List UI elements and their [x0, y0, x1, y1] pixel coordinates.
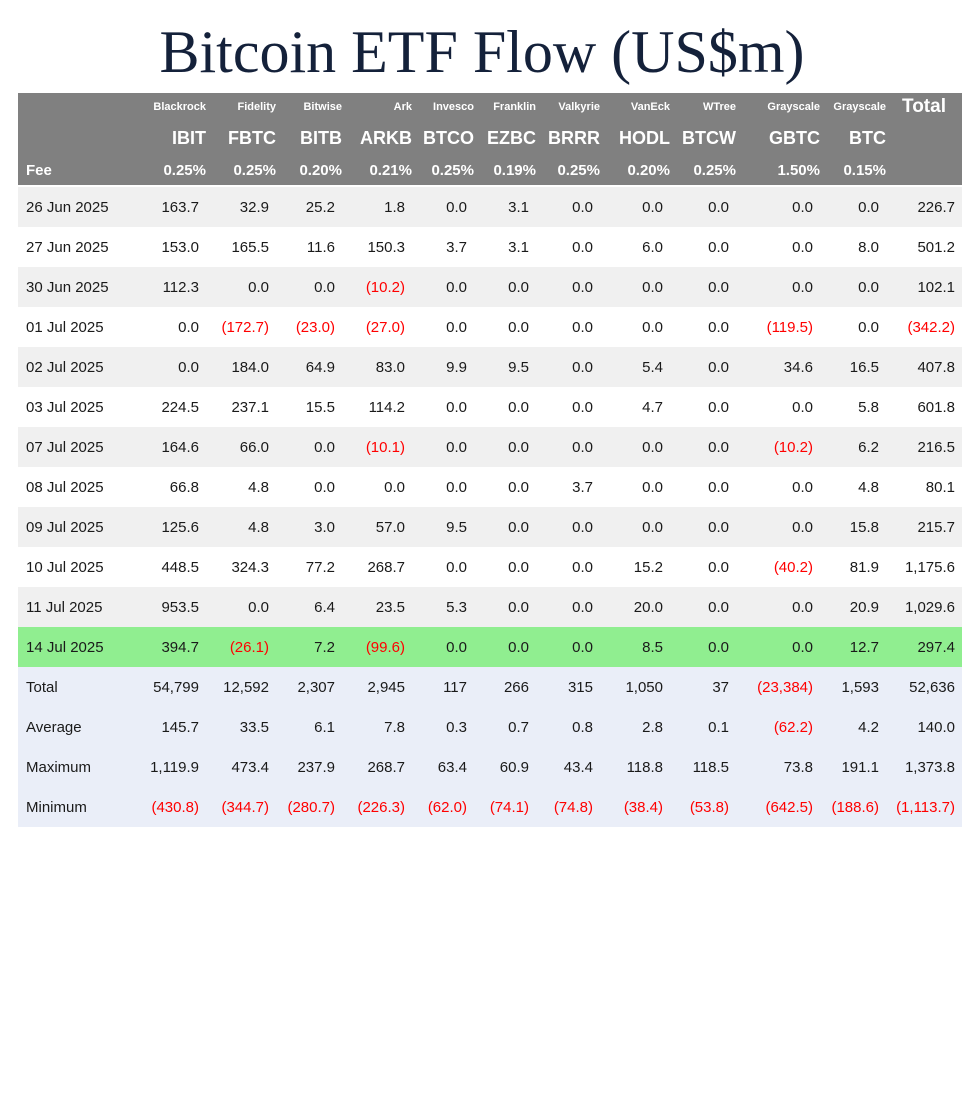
cell-btcw: 0.0	[670, 186, 736, 227]
header-ticker-bitb: BITB	[276, 121, 342, 155]
cell-gbtc: (119.5)	[736, 307, 820, 347]
fee-fbtc: 0.25%	[206, 155, 276, 186]
cell-brrr: 0.0	[536, 507, 600, 547]
summary-cell-btcw: 37	[670, 667, 736, 707]
cell-brrr: 0.0	[536, 427, 600, 467]
cell-gbtc: 0.0	[736, 227, 820, 267]
cell-total: 297.4	[886, 627, 962, 667]
cell-btcw: 0.0	[670, 507, 736, 547]
summary-cell-fbtc: (344.7)	[206, 787, 276, 827]
table-row	[18, 467, 962, 507]
cell-brrr: 0.0	[536, 267, 600, 307]
cell-bitb: 11.6	[276, 227, 342, 267]
cell-brrr: 0.0	[536, 547, 600, 587]
table-row	[18, 347, 962, 387]
cell-bitb: 3.0	[276, 507, 342, 547]
summary-cell-brrr: 0.8	[536, 707, 600, 747]
header-provider-fbtc: Fidelity	[206, 93, 276, 121]
cell-bitb: (23.0)	[276, 307, 342, 347]
cell-arkb: (99.6)	[342, 627, 412, 667]
cell-btco: 0.0	[412, 267, 474, 307]
summary-cell-btco: 0.3	[412, 707, 474, 747]
summary-cell-ibit: 54,799	[136, 667, 206, 707]
cell-total: 1,029.6	[886, 587, 962, 627]
cell-fbtc: 4.8	[206, 467, 276, 507]
cell-btco: 9.5	[412, 507, 474, 547]
header-ticker-btc: BTC	[820, 121, 886, 155]
cell-btco: 0.0	[412, 467, 474, 507]
cell-hodl: 8.5	[600, 627, 670, 667]
summary-cell-btc: 191.1	[820, 747, 886, 787]
cell-hodl: 0.0	[600, 507, 670, 547]
cell-btc: 15.8	[820, 507, 886, 547]
cell-ezbc: 0.0	[474, 307, 536, 347]
cell-hodl: 6.0	[600, 227, 670, 267]
cell-brrr: 0.0	[536, 587, 600, 627]
cell-gbtc: 0.0	[736, 587, 820, 627]
header-provider-total: Total	[886, 93, 962, 121]
header-ticker-btcw: BTCW	[670, 121, 736, 155]
table-row	[18, 547, 962, 587]
cell-brrr: 0.0	[536, 627, 600, 667]
summary-cell-ezbc: 60.9	[474, 747, 536, 787]
row-date: 26 Jun 2025	[18, 186, 136, 227]
summary-cell-bitb: 6.1	[276, 707, 342, 747]
header-provider-hodl: VanEck	[600, 93, 670, 121]
cell-brrr: 0.0	[536, 227, 600, 267]
header-provider-bitb: Bitwise	[276, 93, 342, 121]
cell-ezbc: 0.0	[474, 507, 536, 547]
row-date: 08 Jul 2025	[18, 467, 136, 507]
header-ticker-ezbc: EZBC	[474, 121, 536, 155]
cell-fbtc: 4.8	[206, 507, 276, 547]
cell-btc: 0.0	[820, 267, 886, 307]
cell-ibit: 394.7	[136, 627, 206, 667]
cell-ezbc: 0.0	[474, 587, 536, 627]
cell-arkb: 83.0	[342, 347, 412, 387]
cell-btcw: 0.0	[670, 467, 736, 507]
cell-ezbc: 0.0	[474, 627, 536, 667]
cell-ibit: 0.0	[136, 347, 206, 387]
table-row	[18, 627, 962, 667]
header-ticker-arkb: ARKB	[342, 121, 412, 155]
fee-total	[886, 155, 962, 186]
header-provider-arkb: Ark	[342, 93, 412, 121]
cell-arkb: 114.2	[342, 387, 412, 427]
cell-ezbc: 0.0	[474, 387, 536, 427]
summary-cell-hodl: 118.8	[600, 747, 670, 787]
cell-arkb: 23.5	[342, 587, 412, 627]
cell-btco: 9.9	[412, 347, 474, 387]
summary-cell-ezbc: 0.7	[474, 707, 536, 747]
header-provider-btcw: WTree	[670, 93, 736, 121]
cell-gbtc: 0.0	[736, 186, 820, 227]
page-title: Bitcoin ETF Flow (US$m)	[159, 19, 805, 85]
cell-bitb: 0.0	[276, 267, 342, 307]
summary-cell-arkb: 268.7	[342, 747, 412, 787]
cell-arkb: 0.0	[342, 467, 412, 507]
cell-btc: 4.8	[820, 467, 886, 507]
summary-row-total	[18, 667, 962, 707]
cell-ibit: 153.0	[136, 227, 206, 267]
header-row-ticker	[18, 121, 962, 155]
cell-bitb: 6.4	[276, 587, 342, 627]
summary-cell-brrr: 315	[536, 667, 600, 707]
summary-cell-btcw: 0.1	[670, 707, 736, 747]
cell-btco: 0.0	[412, 627, 474, 667]
summary-cell-brrr: 43.4	[536, 747, 600, 787]
cell-arkb: 150.3	[342, 227, 412, 267]
fee-hodl: 0.20%	[600, 155, 670, 186]
cell-btco: 5.3	[412, 587, 474, 627]
cell-btc: 20.9	[820, 587, 886, 627]
cell-total: 501.2	[886, 227, 962, 267]
cell-btc: 0.0	[820, 186, 886, 227]
fee-btcw: 0.25%	[670, 155, 736, 186]
summary-cell-btc: 1,593	[820, 667, 886, 707]
summary-cell-ezbc: 266	[474, 667, 536, 707]
cell-btc: 8.0	[820, 227, 886, 267]
summary-cell-ibit: 1,119.9	[136, 747, 206, 787]
summary-cell-gbtc: (23,384)	[736, 667, 820, 707]
fee-bitb: 0.20%	[276, 155, 342, 186]
header-provider-btco: Invesco	[412, 93, 474, 121]
cell-btcw: 0.0	[670, 427, 736, 467]
summary-cell-bitb: 2,307	[276, 667, 342, 707]
cell-total: 215.7	[886, 507, 962, 547]
summary-cell-hodl: 2.8	[600, 707, 670, 747]
fee-ibit: 0.25%	[136, 155, 206, 186]
header-provider-btc: Grayscale	[820, 93, 886, 121]
header-corner-cell	[18, 93, 136, 121]
cell-gbtc: (40.2)	[736, 547, 820, 587]
table-row	[18, 307, 962, 347]
header-ticker-brrr: BRRR	[536, 121, 600, 155]
fee-brrr: 0.25%	[536, 155, 600, 186]
cell-ibit: 125.6	[136, 507, 206, 547]
cell-ibit: 0.0	[136, 307, 206, 347]
cell-btcw: 0.0	[670, 307, 736, 347]
cell-btc: 5.8	[820, 387, 886, 427]
summary-label: Minimum	[18, 787, 136, 827]
cell-ibit: 224.5	[136, 387, 206, 427]
summary-cell-total: (1,113.7)	[886, 787, 962, 827]
cell-fbtc: (172.7)	[206, 307, 276, 347]
etf-flow-table	[18, 93, 962, 827]
cell-bitb: 0.0	[276, 427, 342, 467]
cell-fbtc: 0.0	[206, 267, 276, 307]
cell-arkb: (10.1)	[342, 427, 412, 467]
cell-fbtc: 184.0	[206, 347, 276, 387]
cell-gbtc: 0.0	[736, 267, 820, 307]
summary-cell-bitb: 237.9	[276, 747, 342, 787]
cell-fbtc: 237.1	[206, 387, 276, 427]
row-date: 07 Jul 2025	[18, 427, 136, 467]
summary-cell-fbtc: 12,592	[206, 667, 276, 707]
cell-bitb: 7.2	[276, 627, 342, 667]
cell-btcw: 0.0	[670, 627, 736, 667]
summary-cell-arkb: 2,945	[342, 667, 412, 707]
header-provider-ezbc: Franklin	[474, 93, 536, 121]
summary-cell-btco: 117	[412, 667, 474, 707]
summary-cell-btcw: 118.5	[670, 747, 736, 787]
cell-gbtc: (10.2)	[736, 427, 820, 467]
summary-row-maximum	[18, 747, 962, 787]
cell-btcw: 0.0	[670, 227, 736, 267]
cell-fbtc: 165.5	[206, 227, 276, 267]
cell-btc: 16.5	[820, 347, 886, 387]
table-row	[18, 267, 962, 307]
header-ticker-fbtc: FBTC	[206, 121, 276, 155]
cell-hodl: 0.0	[600, 186, 670, 227]
table-row	[18, 587, 962, 627]
cell-ezbc: 3.1	[474, 186, 536, 227]
summary-cell-total: 1,373.8	[886, 747, 962, 787]
row-date: 01 Jul 2025	[18, 307, 136, 347]
fee-btc: 0.15%	[820, 155, 886, 186]
cell-btcw: 0.0	[670, 587, 736, 627]
cell-ibit: 164.6	[136, 427, 206, 467]
table-row	[18, 507, 962, 547]
table-container	[0, 93, 964, 827]
cell-fbtc: (26.1)	[206, 627, 276, 667]
cell-hodl: 0.0	[600, 427, 670, 467]
summary-cell-btc: 4.2	[820, 707, 886, 747]
header-ticker-blank	[18, 121, 136, 155]
cell-btc: 81.9	[820, 547, 886, 587]
cell-hodl: 4.7	[600, 387, 670, 427]
summary-label: Maximum	[18, 747, 136, 787]
cell-btco: 0.0	[412, 547, 474, 587]
cell-total: 102.1	[886, 267, 962, 307]
cell-ibit: 163.7	[136, 186, 206, 227]
cell-ezbc: 0.0	[474, 467, 536, 507]
cell-btc: 0.0	[820, 307, 886, 347]
cell-btco: 3.7	[412, 227, 474, 267]
fee-ezbc: 0.19%	[474, 155, 536, 186]
cell-ezbc: 3.1	[474, 227, 536, 267]
header-provider-gbtc: Grayscale	[736, 93, 820, 121]
summary-label: Average	[18, 707, 136, 747]
cell-arkb: (10.2)	[342, 267, 412, 307]
summary-label: Total	[18, 667, 136, 707]
cell-fbtc: 0.0	[206, 587, 276, 627]
fee-btco: 0.25%	[412, 155, 474, 186]
cell-total: 601.8	[886, 387, 962, 427]
cell-btc: 12.7	[820, 627, 886, 667]
cell-gbtc: 34.6	[736, 347, 820, 387]
row-date: 30 Jun 2025	[18, 267, 136, 307]
row-date: 09 Jul 2025	[18, 507, 136, 547]
table-row	[18, 387, 962, 427]
cell-bitb: 25.2	[276, 186, 342, 227]
row-date: 27 Jun 2025	[18, 227, 136, 267]
cell-brrr: 3.7	[536, 467, 600, 507]
fee-gbtc: 1.50%	[736, 155, 820, 186]
cell-bitb: 64.9	[276, 347, 342, 387]
fee-arkb: 0.21%	[342, 155, 412, 186]
cell-total: 1,175.6	[886, 547, 962, 587]
cell-btcw: 0.0	[670, 267, 736, 307]
cell-btco: 0.0	[412, 307, 474, 347]
cell-brrr: 0.0	[536, 307, 600, 347]
cell-hodl: 0.0	[600, 307, 670, 347]
header-row-provider	[18, 93, 962, 121]
cell-total: 407.8	[886, 347, 962, 387]
summary-cell-btco: 63.4	[412, 747, 474, 787]
cell-btco: 0.0	[412, 427, 474, 467]
cell-fbtc: 324.3	[206, 547, 276, 587]
cell-hodl: 0.0	[600, 467, 670, 507]
summary-cell-ibit: (430.8)	[136, 787, 206, 827]
cell-arkb: 1.8	[342, 186, 412, 227]
summary-cell-brrr: (74.8)	[536, 787, 600, 827]
cell-bitb: 15.5	[276, 387, 342, 427]
cell-total: 226.7	[886, 186, 962, 227]
summary-cell-bitb: (280.7)	[276, 787, 342, 827]
header-row-fee	[18, 155, 962, 186]
cell-ezbc: 0.0	[474, 427, 536, 467]
summary-cell-gbtc: (62.2)	[736, 707, 820, 747]
cell-brrr: 0.0	[536, 347, 600, 387]
summary-cell-btc: (188.6)	[820, 787, 886, 827]
cell-hodl: 5.4	[600, 347, 670, 387]
header-ticker-ibit: IBIT	[136, 121, 206, 155]
summary-cell-hodl: (38.4)	[600, 787, 670, 827]
cell-hodl: 20.0	[600, 587, 670, 627]
header-ticker-total	[886, 121, 962, 155]
table-row	[18, 186, 962, 227]
header-ticker-btco: BTCO	[412, 121, 474, 155]
cell-btcw: 0.0	[670, 347, 736, 387]
summary-cell-hodl: 1,050	[600, 667, 670, 707]
cell-fbtc: 66.0	[206, 427, 276, 467]
summary-cell-fbtc: 473.4	[206, 747, 276, 787]
cell-brrr: 0.0	[536, 387, 600, 427]
summary-cell-gbtc: (642.5)	[736, 787, 820, 827]
cell-btco: 0.0	[412, 387, 474, 427]
fee-label: Fee	[18, 155, 136, 186]
summary-row-average	[18, 707, 962, 747]
cell-btcw: 0.0	[670, 547, 736, 587]
summary-row-minimum	[18, 787, 962, 827]
cell-brrr: 0.0	[536, 186, 600, 227]
summary-cell-btco: (62.0)	[412, 787, 474, 827]
cell-arkb: (27.0)	[342, 307, 412, 347]
cell-ibit: 112.3	[136, 267, 206, 307]
cell-gbtc: 0.0	[736, 387, 820, 427]
header-ticker-hodl: HODL	[600, 121, 670, 155]
cell-btcw: 0.0	[670, 387, 736, 427]
summary-cell-ibit: 145.7	[136, 707, 206, 747]
cell-hodl: 15.2	[600, 547, 670, 587]
row-date: 14 Jul 2025	[18, 627, 136, 667]
cell-ezbc: 9.5	[474, 347, 536, 387]
table-row	[18, 227, 962, 267]
cell-ibit: 953.5	[136, 587, 206, 627]
cell-gbtc: 0.0	[736, 507, 820, 547]
summary-cell-arkb: 7.8	[342, 707, 412, 747]
summary-cell-arkb: (226.3)	[342, 787, 412, 827]
cell-gbtc: 0.0	[736, 627, 820, 667]
table-row	[18, 427, 962, 467]
summary-cell-fbtc: 33.5	[206, 707, 276, 747]
cell-bitb: 0.0	[276, 467, 342, 507]
cell-total: 80.1	[886, 467, 962, 507]
row-date: 10 Jul 2025	[18, 547, 136, 587]
cell-bitb: 77.2	[276, 547, 342, 587]
cell-hodl: 0.0	[600, 267, 670, 307]
cell-ibit: 448.5	[136, 547, 206, 587]
cell-total: 216.5	[886, 427, 962, 467]
summary-cell-total: 140.0	[886, 707, 962, 747]
summary-cell-ezbc: (74.1)	[474, 787, 536, 827]
cell-gbtc: 0.0	[736, 467, 820, 507]
row-date: 02 Jul 2025	[18, 347, 136, 387]
row-date: 03 Jul 2025	[18, 387, 136, 427]
cell-ezbc: 0.0	[474, 547, 536, 587]
cell-ezbc: 0.0	[474, 267, 536, 307]
row-date: 11 Jul 2025	[18, 587, 136, 627]
header-provider-brrr: Valkyrie	[536, 93, 600, 121]
cell-btco: 0.0	[412, 186, 474, 227]
summary-cell-btcw: (53.8)	[670, 787, 736, 827]
cell-btc: 6.2	[820, 427, 886, 467]
cell-arkb: 57.0	[342, 507, 412, 547]
header-ticker-gbtc: GBTC	[736, 121, 820, 155]
summary-cell-gbtc: 73.8	[736, 747, 820, 787]
cell-arkb: 268.7	[342, 547, 412, 587]
summary-cell-total: 52,636	[886, 667, 962, 707]
cell-fbtc: 32.9	[206, 186, 276, 227]
cell-ibit: 66.8	[136, 467, 206, 507]
header-provider-ibit: Blackrock	[136, 93, 206, 121]
cell-total: (342.2)	[886, 307, 962, 347]
